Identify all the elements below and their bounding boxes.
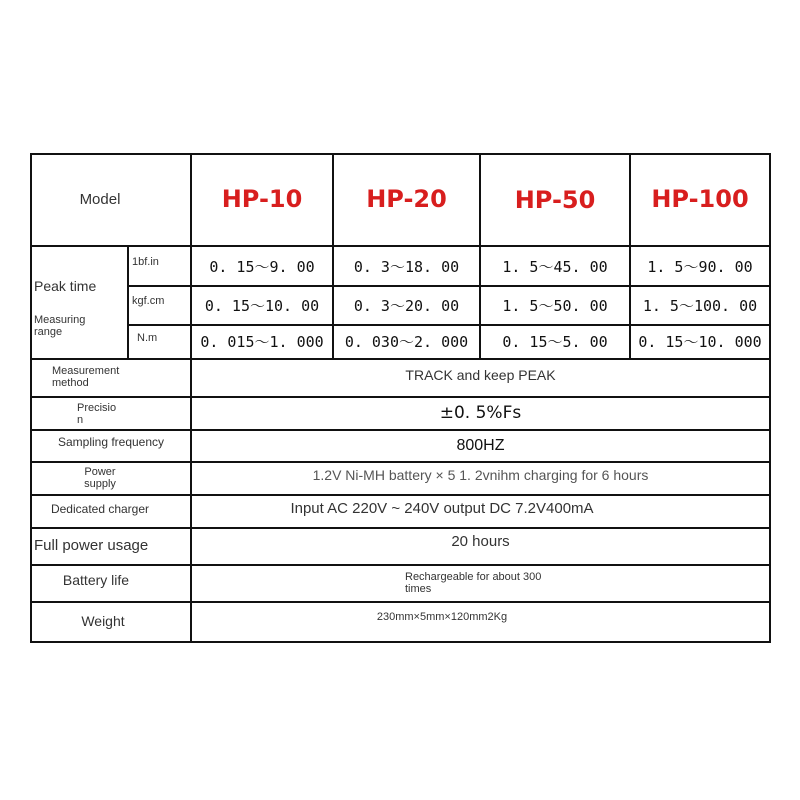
weight-label: Weight	[81, 612, 125, 629]
range-value: 1. 5〜50. 00	[502, 297, 608, 316]
rule	[30, 494, 771, 496]
battery-life-value: Rechargeable for about 300 times	[405, 571, 542, 595]
unit-n-m: N.m	[137, 332, 158, 345]
peak-time-label: Peak time	[34, 277, 97, 294]
rule	[30, 527, 771, 529]
model-hp-10: HP-10	[221, 185, 303, 214]
precision-label: Precisio n	[77, 402, 117, 426]
rule	[30, 641, 771, 643]
dedicated-charger-label: Dedicated charger	[50, 501, 150, 516]
sampling-frequency-label: Sampling frequency	[57, 434, 165, 449]
rule	[30, 429, 771, 431]
range-value: 0. 015〜1. 000	[200, 333, 324, 352]
range-value: 0. 3〜18. 00	[353, 258, 460, 277]
range-value: 0. 15〜5. 00	[502, 333, 608, 352]
range-value: 0. 030〜2. 000	[344, 333, 469, 352]
model-hp-100: HP-100	[651, 185, 749, 214]
range-value: 0. 15〜9. 00	[209, 258, 315, 277]
range-value: 0. 15〜10. 000	[638, 333, 762, 352]
power-supply-label: Power supply	[84, 466, 116, 490]
rule	[30, 601, 771, 603]
dedicated-charger-value: Input AC 220V ~ 240V output DC 7.2V400mA	[290, 500, 594, 518]
range-value: 1. 5〜90. 00	[647, 258, 753, 277]
full-power-usage-label: Full power usage	[34, 537, 149, 555]
rule	[30, 245, 771, 247]
rule	[127, 324, 771, 326]
power-supply-value: 1.2V Ni-MH battery × 5 1. 2vnihm charging for 6 hours	[312, 466, 649, 483]
rule	[127, 285, 771, 287]
measurement-method-value: TRACK and keep PEAK	[405, 366, 556, 383]
range-value: 1. 5〜45. 00	[502, 258, 608, 277]
unit-lbf-in: 1bf.in	[132, 256, 159, 269]
range-value: 0. 3〜20. 00	[353, 297, 460, 316]
rule	[30, 564, 771, 566]
model-hp-50: HP-50	[514, 186, 596, 215]
range-value: 1. 5〜100. 00	[642, 297, 758, 316]
rule	[30, 396, 771, 398]
range-value: 0. 15〜10. 00	[204, 297, 320, 316]
full-power-usage-value: 20 hours	[451, 533, 510, 551]
rule	[30, 461, 771, 463]
measurement-method-label: Measurement method	[52, 365, 120, 389]
model-label: Model	[79, 191, 121, 209]
precision-value: ±0. 5%Fs	[439, 403, 522, 424]
model-hp-20: HP-20	[366, 185, 447, 214]
unit-kgf-cm: kgf.cm	[132, 295, 165, 308]
weight-value: 230mm×5mm×120mm2Kg	[376, 611, 508, 624]
measuring-range-label: Measuring range	[34, 314, 86, 338]
rule	[30, 358, 771, 360]
rule	[769, 153, 771, 643]
sampling-frequency-value: 800HZ	[456, 436, 505, 454]
battery-life-label: Battery life	[62, 571, 130, 588]
